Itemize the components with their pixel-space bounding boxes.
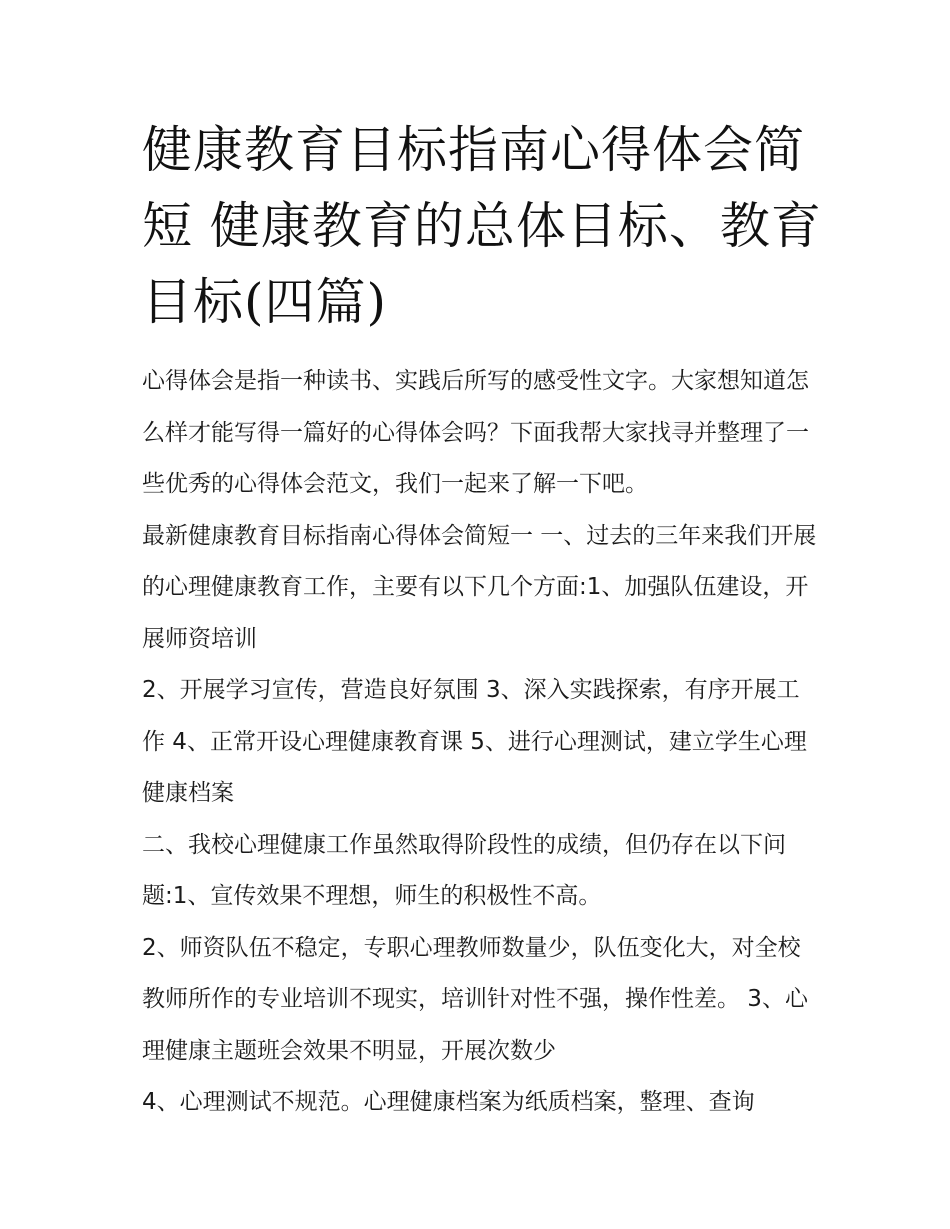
paragraph-problem-two-three: 2、师资队伍不稳定，专职心理教师数量少，队伍变化大，对全校教师所作的专业培训不现实，培训针对性不强，操作性差。 3、心理健康主题班会效果不明显，开展次数少: [142, 934, 808, 1064]
document-body: [142, 356, 822, 1129]
paragraph-work-items: 2、开展学习宣传，营造良好氛围 3、深入实践探索，有序开展工作 4、正常开设心理健康教育课 5、进行心理测试，建立学生心理健康档案: [142, 677, 807, 806]
paragraph-problem-four: 4、心理测试不规范。心理健康档案为纸质档案，整理、查询: [142, 1089, 755, 1115]
document-title: 健康教育目标指南心得体会简短 健康教育的总体目标、教育目标(四篇): [142, 121, 822, 331]
paragraph-problems: 二、我校心理健康工作虽然取得阶段性的成绩，但仍存在以下问题:1、宣传效果不理想，师生的积极性不高。: [142, 831, 786, 909]
paragraph-section-one: 最新健康教育目标指南心得体会简短一 一、过去的三年来我们开展的心理健康教育工作，主要有以下几个方面:1、加强队伍建设，开展师资培训: [142, 522, 817, 652]
paragraph-intro: 心得体会是指一种读书、实践后所写的感受性文字。大家想知道怎么样才能写得一篇好的心得体会吗？下面我帮大家找寻并整理了一些优秀的心得体会范文，我们一起来了解一下吧。: [142, 368, 809, 497]
